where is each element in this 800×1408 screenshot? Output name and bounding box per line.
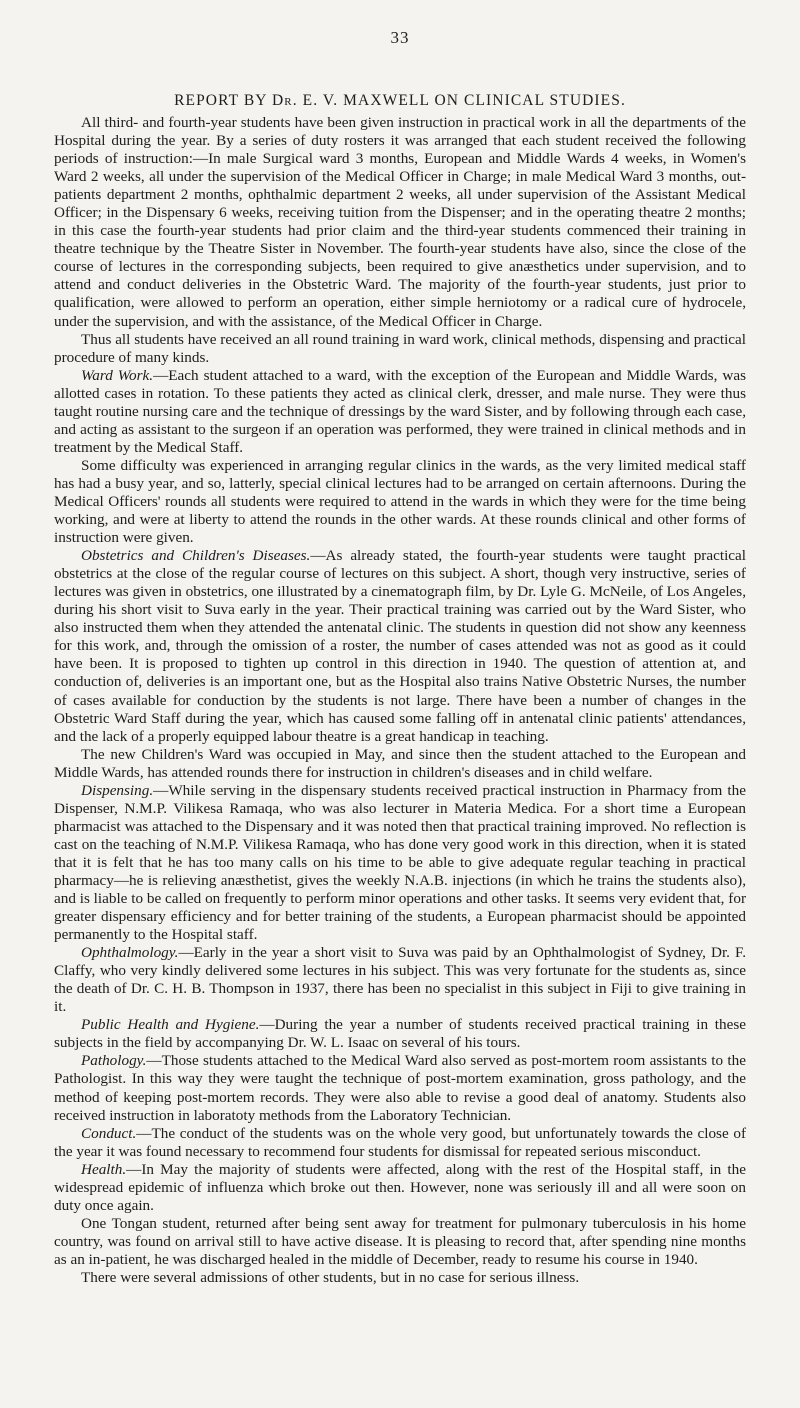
paragraph-text: —Each student attached to a ward, with the exception of the European and Middle Wards, was allotted cases in rotation. To these patients they acted as clinical clerk, dresser, and male nurse. They were thus taught routine nursing care and the technique of dressings by the ward Sister, and by following through each case, and acting as assistant to the surgeon if an operation was performed, they were trained in clinical methods and in treatment by the Medical Staff. [54, 366, 746, 456]
paragraph [54, 944, 746, 1016]
section-heading: Pathology. [81, 1052, 147, 1070]
section-heading: Dispensing. [81, 781, 154, 799]
report-body [54, 114, 746, 1287]
paragraph-text: The new Children's Ward was occupied in May, and since then the student attached to the European and Middle Wards, has attended rounds there for instruction in children's diseases and in child welfare. [54, 745, 746, 781]
paragraph-text: Some difficulty was experienced in arranging regular clinics in the wards, as the very limited medical staff has had a busy year, and so, latterly, special clinical lectures had to be arranged on certain afternoons. During the Medical Officers' rounds all students were required to attend in the wards in which they were for the time being working, and were at liberty to attend the rounds in the other wards. At these rounds clinical and other forms of instruction were given. [54, 456, 746, 547]
paragraph-text: All third- and fourth-year students have been given instruction in practical work in all the departments of the Hospital during the year. By a series of duty rosters it was arranged that each student received the following periods of instruction:—In male Surgical ward 3 months, European and Middle Wards 4 weeks, in Women's Ward 2 weeks, all under the supervision of the Medical Officer in Charge; in male Medical Ward 3 months, out-patients department 2 months, ophthalmic department 2 weeks, all under supervision of the Assistant Medical Officer; in the Dispensary 6 weeks, receiving tuition from the Dispenser; and in the operating theatre 2 months; in this case the fourth-year students had prior claim and the third-year students commenced their training in theatre technique by the Theatre Sister in November. The fourth-year students have also, since the close of the course of lectures in the corresponding subjects, been required to give anæsthetics under supervision, and to attend and conduct deliveries in the Obstetric Ward. The majority of the fourth-year students, just prior to qualification, were allowed to perform an operation, either simple herniotomy or a radical cure of hydrocele, under the supervision, and with the assistance, of the Medical Officer in Charge. [54, 114, 746, 330]
paragraph [54, 746, 746, 782]
paragraph [54, 1125, 746, 1161]
paragraph-text: —In May the majority of students were affected, along with the rest of the Hospital staff, in the widespread epidemic of influenza which broke out then. However, none was seriously ill and all were soon on duty once again. [54, 1160, 746, 1214]
paragraph-text: There were several admissions of other students, but in no case for serious illness. [81, 1269, 580, 1286]
paragraph-text: —As already stated, the fourth-year students were taught practical obstetrics at the close of the regular course of lectures on this subject. A short, though very instructive, series of lectures was given in obstetrics, one illustrated by a cinematograph film, by Dr. Lyle G. McNeile, of Los Angeles, during his short visit to Suva early in the year. Their practical training was carried out by the Ward Sister, who also instructed them when they attended the antenatal clinic. The students in question did not show any keenness for this work, and, through the omission of a roster, the number of cases attended was not as good as it could have been. It is proposed to tighten up control in this direction in 1940. The question of attention at, and conduction of, deliveries is an important one, but as the Hospital also trains Native Obstetric Nurses, the number of cases available for conduction by the students is not large. There have been a number of changes in the Obstetric Ward Staff during the year, which has caused some falling off in antenatal clinic patients' attendances, and the lack of a properly equipped labour theatre is a great handicap in teaching. [54, 547, 746, 745]
section-heading: Ophthalmology. [81, 944, 179, 962]
paragraph-text: —Those students attached to the Medical Ward also served as post-mortem room assistants to the Pathologist. In this way they were taught the technique of post-mortem examination, gross pathology, and the method of keeping post-mortem records. They were also able to revise a good deal of anatomy. Students also received instruction in laboratoty methods from the Laboratory Technician. [54, 1052, 746, 1124]
paragraph [54, 457, 746, 547]
paragraph-text: Thus all students have received an all round training in ward work, clinical methods, dispensing and practical procedure of many kinds. [54, 330, 746, 366]
report-title: REPORT BY Dr. E. V. MAXWELL ON CLINICAL STUDIES. [174, 92, 626, 109]
section-heading: Conduct. [81, 1124, 137, 1142]
paragraph [54, 367, 746, 457]
paragraph [54, 331, 746, 367]
paragraph [54, 1215, 746, 1269]
paragraph [54, 1161, 746, 1215]
paragraph [54, 782, 746, 944]
page-number: 33 [390, 28, 410, 47]
paragraph [54, 1052, 746, 1124]
paragraph-text: —The conduct of the students was on the whole very good, but unfortunately towards the close of the year it was found necessary to recommend four students for dismissal for repeated serious misconduct. [54, 1124, 746, 1160]
section-heading: Ward Work. [81, 366, 154, 384]
paragraph-text: One Tongan student, returned after being sent away for treatment for pulmonary tuberculosis in his home country, was found on arrival still to have active disease. It is pleasing to record that, after spending nine months as an in-patient, he was discharged healed in the middle of December, ready to resume his course in 1940. [54, 1214, 746, 1268]
paragraph [54, 114, 746, 331]
section-heading: Public Health and Hygiene. [81, 1016, 260, 1034]
section-heading: Health. [81, 1160, 127, 1178]
paragraph [54, 547, 746, 746]
paragraph-text: —While serving in the dispensary students received practical instruction in Pharmacy from the Dispenser, N.M.P. Vilikesa Ramaqa, who was also lecturer in Materia Medica. For a short time a European pharmacist was attached to the Dispensary and it was noted then that practical training improved. No reflection is cast on the teaching of N.M.P. Vilikesa Ramaqa, who has done very good work in this direction, when it is stated that it is felt that he has too many calls on his time to be able to give adequate regular teaching in practical pharmacy—he is relieving anæsthetist, gives the weekly N.A.B. injections (in which he trains the students also), and is liable to be called on frequently to perform minor operations and other tasks. It seems very evident that, for greater dispensary efficiency and for better training of the students, a European pharmacist should be appointed permanently to the Hospital staff. [54, 781, 746, 944]
paragraph [54, 1269, 746, 1287]
paragraph-text: —During the year a number of students received practical training in these subjects in the field by accompanying Dr. W. L. Isaac on several of his tours. [54, 1016, 746, 1052]
section-heading: Obstetrics and Children's Diseases. [81, 547, 311, 565]
paragraph-text: —Early in the year a short visit to Suva was paid by an Ophthalmologist of Sydney, Dr. F. Claffy, who very kindly delivered some lectures in his subject. This was very fortunate for the students as, since the death of Dr. C. H. B. Thompson in 1937, there has been no specialist in this subject in Fiji to give training in it. [54, 944, 746, 1016]
paragraph [54, 1016, 746, 1052]
